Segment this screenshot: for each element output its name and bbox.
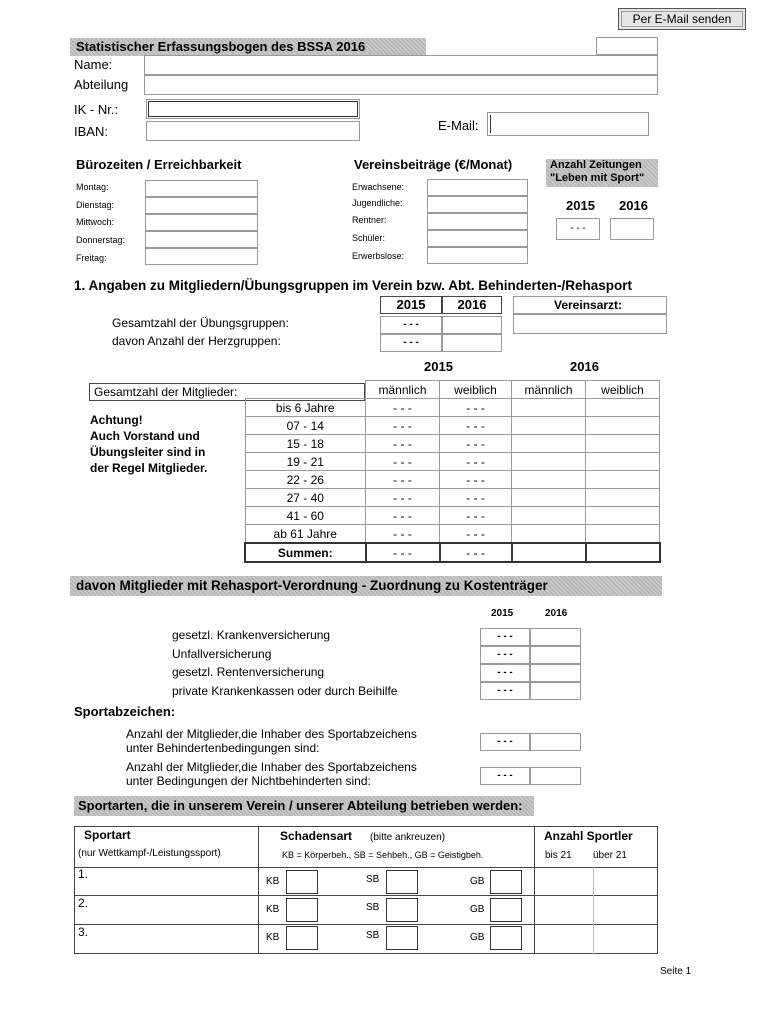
col-female-2016: weiblich xyxy=(586,381,660,399)
sum-cell[interactable]: - - - xyxy=(440,543,512,562)
heart-groups-2016[interactable] xyxy=(442,334,502,352)
iban-field[interactable] xyxy=(146,121,360,141)
col-male-2015: männlich xyxy=(366,381,440,399)
kb-label: KB xyxy=(266,932,280,943)
day-label: Dienstag: xyxy=(76,200,115,210)
sb-checkbox[interactable] xyxy=(386,870,418,894)
count-over-21-field[interactable] xyxy=(595,896,657,923)
members-year-2015: 2015 xyxy=(424,359,453,374)
badge-field-2-2016[interactable] xyxy=(530,767,581,785)
member-cell[interactable]: - - - xyxy=(366,435,440,453)
member-cell[interactable]: - - - xyxy=(366,507,440,525)
groups-2015[interactable]: - - - xyxy=(380,316,442,334)
reha-field-2015[interactable]: - - - xyxy=(480,664,530,682)
col-female-2015: weiblich xyxy=(440,381,512,399)
kb-checkbox[interactable] xyxy=(286,898,318,922)
office-field[interactable] xyxy=(145,231,258,248)
page-number: Seite 1 xyxy=(660,966,692,977)
newspaper-year-2015: 2015 xyxy=(566,198,595,213)
badge-field-1-2016[interactable] xyxy=(530,733,581,751)
section1-heading: 1. Angaben zu Mitgliedern/Übungsgruppen im Verein bzw. Abt. Behinderten-/Rehasport xyxy=(74,278,633,293)
newspaper-year-2016: 2016 xyxy=(619,198,648,213)
day-label: Freitag: xyxy=(76,253,107,263)
sb-checkbox[interactable] xyxy=(386,926,418,950)
reha-row-label: Unfallversicherung xyxy=(172,647,272,661)
member-cell[interactable] xyxy=(512,453,586,471)
member-cell[interactable]: - - - xyxy=(366,399,440,417)
count-over-21-field[interactable] xyxy=(595,868,657,894)
members-year-2016: 2016 xyxy=(570,359,599,374)
age-label: 15 - 18 xyxy=(245,435,366,453)
section1-year-2015: 2015 xyxy=(380,296,442,314)
member-cell[interactable] xyxy=(586,489,660,507)
age-label: 19 - 21 xyxy=(245,453,366,471)
reha-year-2016: 2016 xyxy=(545,608,568,619)
col-under-21: bis 21 xyxy=(545,850,572,861)
badge-field-2-2015[interactable]: - - - xyxy=(480,767,530,785)
kb-checkbox[interactable] xyxy=(286,926,318,950)
table-row xyxy=(245,399,660,417)
fee-label: Rentner: xyxy=(352,215,387,225)
reha-field-2016[interactable] xyxy=(530,628,581,646)
age-label: ab 61 Jahre xyxy=(245,525,366,544)
members-table xyxy=(244,380,661,563)
member-cell[interactable]: - - - xyxy=(440,471,512,489)
member-cell[interactable]: - - - xyxy=(366,489,440,507)
newspaper-field-2016[interactable] xyxy=(610,218,654,240)
table-row xyxy=(245,507,660,525)
fee-field[interactable] xyxy=(427,213,528,230)
heart-groups-label: davon Anzahl der Herzgruppen: xyxy=(112,334,281,348)
member-cell[interactable] xyxy=(512,417,586,435)
table-row xyxy=(245,543,660,562)
table-row xyxy=(245,453,660,471)
fee-label: Erwachsene: xyxy=(352,182,405,192)
fee-field[interactable] xyxy=(427,247,528,264)
age-label: bis 6 Jahre xyxy=(245,399,366,417)
badge-question-2: Anzahl der Mitglieder,die Inhaber des Sportabzeichens unter Bedingungen der Nichtbehinderten sind: xyxy=(126,760,417,788)
heart-groups-2015[interactable]: - - - xyxy=(380,334,442,352)
office-hours-heading: Bürozeiten / Erreichbarkeit xyxy=(76,157,242,172)
fee-label: Schüler: xyxy=(352,233,386,243)
member-cell[interactable]: - - - xyxy=(440,453,512,471)
day-label: Donnerstag: xyxy=(76,235,126,245)
member-cell[interactable] xyxy=(586,453,660,471)
reha-row-label: private Krankenkassen oder durch Beihilfe xyxy=(172,684,398,698)
col-count: Anzahl Sportler xyxy=(544,829,633,843)
member-cell[interactable]: - - - xyxy=(440,399,512,417)
badge-heading: Sportabzeichen: xyxy=(74,704,176,719)
member-cell[interactable]: - - - xyxy=(366,453,440,471)
doctor-label: Vereinsarzt: xyxy=(513,296,667,314)
sum-cell[interactable] xyxy=(586,543,660,562)
reha-year-2015: 2015 xyxy=(491,608,514,619)
member-cell[interactable] xyxy=(586,507,660,525)
sum-label: Summen: xyxy=(245,543,366,562)
table-row xyxy=(245,471,660,489)
day-label: Mittwoch: xyxy=(76,217,115,227)
age-label: 41 - 60 xyxy=(245,507,366,525)
total-members-label: Gesamtzahl der Mitglieder: xyxy=(89,383,365,401)
sb-label: SB xyxy=(366,874,380,885)
col-over-21: über 21 xyxy=(593,850,627,861)
reha-field-2015[interactable]: - - - xyxy=(480,646,530,664)
member-cell[interactable] xyxy=(512,435,586,453)
iban-label: IBAN: xyxy=(74,124,108,139)
reha-field-2016[interactable] xyxy=(530,682,581,700)
table-row xyxy=(245,435,660,453)
sb-label: SB xyxy=(366,902,380,913)
reha-field-2016[interactable] xyxy=(530,646,581,664)
fee-label: Erwerbslose: xyxy=(352,251,405,261)
send-email-label: Per E-Mail senden xyxy=(632,12,732,26)
office-field[interactable] xyxy=(145,214,258,231)
fee-field[interactable] xyxy=(427,230,528,247)
sport-name-field[interactable] xyxy=(96,925,256,953)
sport-name-field[interactable] xyxy=(96,896,256,923)
newspaper-field-2015[interactable]: - - - xyxy=(556,218,600,240)
table-row xyxy=(245,417,660,435)
gb-label: GB xyxy=(470,932,485,943)
year-field[interactable] xyxy=(596,37,658,55)
sb-checkbox[interactable] xyxy=(386,898,418,922)
day-label: Montag: xyxy=(76,182,109,192)
member-cell[interactable] xyxy=(586,471,660,489)
department-field[interactable] xyxy=(144,75,658,95)
member-cell[interactable]: - - - xyxy=(440,507,512,525)
sports-heading: Sportarten, die in unserem Verein / unserer Abteilung betrieben werden: xyxy=(74,796,534,816)
table-row xyxy=(245,525,660,544)
member-cell[interactable]: - - - xyxy=(440,489,512,507)
office-field[interactable] xyxy=(145,248,258,265)
member-cell[interactable]: - - - xyxy=(366,417,440,435)
section1-year-2016: 2016 xyxy=(442,296,502,314)
badge-question-1: Anzahl der Mitglieder,die Inhaber des Sportabzeichens unter Behindertenbedingungen sind: xyxy=(126,727,417,755)
member-cell[interactable]: - - - xyxy=(366,471,440,489)
doctor-field[interactable] xyxy=(513,314,667,334)
member-cell[interactable] xyxy=(512,507,586,525)
sb-label: SB xyxy=(366,930,380,941)
sum-cell[interactable]: - - - xyxy=(366,543,440,562)
count-under-21-field[interactable] xyxy=(536,925,592,953)
member-cell[interactable] xyxy=(512,399,586,417)
table-row xyxy=(245,489,660,507)
reha-row-label: gesetzl. Krankenversicherung xyxy=(172,628,331,642)
fee-field[interactable] xyxy=(427,179,528,196)
gb-checkbox[interactable] xyxy=(490,898,522,922)
department-label: Abteilung xyxy=(74,77,129,92)
ik-field[interactable] xyxy=(146,99,360,119)
member-cell[interactable] xyxy=(586,417,660,435)
gb-checkbox[interactable] xyxy=(490,926,522,950)
member-cell[interactable] xyxy=(512,489,586,507)
sport-row-number: 3. xyxy=(78,925,89,939)
office-field[interactable] xyxy=(145,180,258,197)
col-sport: Sportart xyxy=(84,828,131,842)
member-cell[interactable] xyxy=(512,471,586,489)
badge-field-1-2015[interactable]: - - - xyxy=(480,733,530,751)
name-label: Name: xyxy=(74,57,113,72)
kb-checkbox[interactable] xyxy=(286,870,318,894)
sport-row-number: 1. xyxy=(78,867,89,881)
reha-field-2016[interactable] xyxy=(530,664,581,682)
member-cell[interactable]: - - - xyxy=(440,435,512,453)
name-field[interactable] xyxy=(144,55,658,75)
members-note: Achtung! Auch Vorstand und Übungsleiter sind in der Regel Mitglieder. xyxy=(90,413,208,475)
kb-label: KB xyxy=(266,904,280,915)
count-over-21-field[interactable] xyxy=(595,925,657,953)
gb-checkbox[interactable] xyxy=(490,870,522,894)
member-cell[interactable]: - - - xyxy=(440,525,512,544)
member-cell[interactable] xyxy=(512,525,586,544)
groups-2016[interactable] xyxy=(442,316,502,334)
age-label: 22 - 26 xyxy=(245,471,366,489)
member-cell[interactable] xyxy=(586,435,660,453)
col-damage-hint: (bitte ankreuzen) xyxy=(370,832,446,843)
reha-row-label: gesetzl. Rentenversicherung xyxy=(172,665,325,679)
gb-label: GB xyxy=(470,904,485,915)
col-sport-sub: (nur Wettkampf-/Leistungssport) xyxy=(78,848,221,859)
col-damage-sub: KB = Körperbeh., SB = Sehbeh., GB = Geistigbeh. xyxy=(282,850,484,860)
col-damage: Schadensart xyxy=(280,829,353,843)
fees-heading: Vereinsbeiträge (€/Monat) xyxy=(354,157,513,172)
sum-cell[interactable] xyxy=(512,543,586,562)
send-email-button[interactable] xyxy=(618,8,746,30)
sport-row-number: 2. xyxy=(78,896,89,910)
age-label: 27 - 40 xyxy=(245,489,366,507)
form-title: Statistischer Erfassungsbogen des BSSA 2016 xyxy=(70,38,426,56)
email-field[interactable] xyxy=(487,112,649,136)
reha-heading: davon Mitglieder mit Rehasport-Verordnung - Zuordnung zu Kostenträger xyxy=(70,576,662,596)
reha-field-2015[interactable]: - - - xyxy=(480,682,530,700)
office-field[interactable] xyxy=(145,197,258,214)
fee-field[interactable] xyxy=(427,196,528,213)
reha-field-2015[interactable]: - - - xyxy=(480,628,530,646)
ik-label: IK - Nr.: xyxy=(74,102,119,117)
count-under-21-field[interactable] xyxy=(536,896,592,923)
col-male-2016: männlich xyxy=(512,381,586,399)
member-cell[interactable] xyxy=(586,399,660,417)
groups-label: Gesamtzahl der Übungsgruppen: xyxy=(112,316,289,330)
fee-label: Jugendliche: xyxy=(352,198,403,208)
age-label: 07 - 14 xyxy=(245,417,366,435)
member-cell[interactable]: - - - xyxy=(366,525,440,544)
sport-name-field[interactable] xyxy=(96,868,256,894)
kb-label: KB xyxy=(266,876,280,887)
count-under-21-field[interactable] xyxy=(536,868,592,894)
member-cell[interactable]: - - - xyxy=(440,417,512,435)
newspaper-heading: Anzahl Zeitungen "Leben mit Sport" xyxy=(546,159,658,187)
gb-label: GB xyxy=(470,876,485,887)
email-label: E-Mail: xyxy=(438,118,479,133)
member-cell[interactable] xyxy=(586,525,660,544)
